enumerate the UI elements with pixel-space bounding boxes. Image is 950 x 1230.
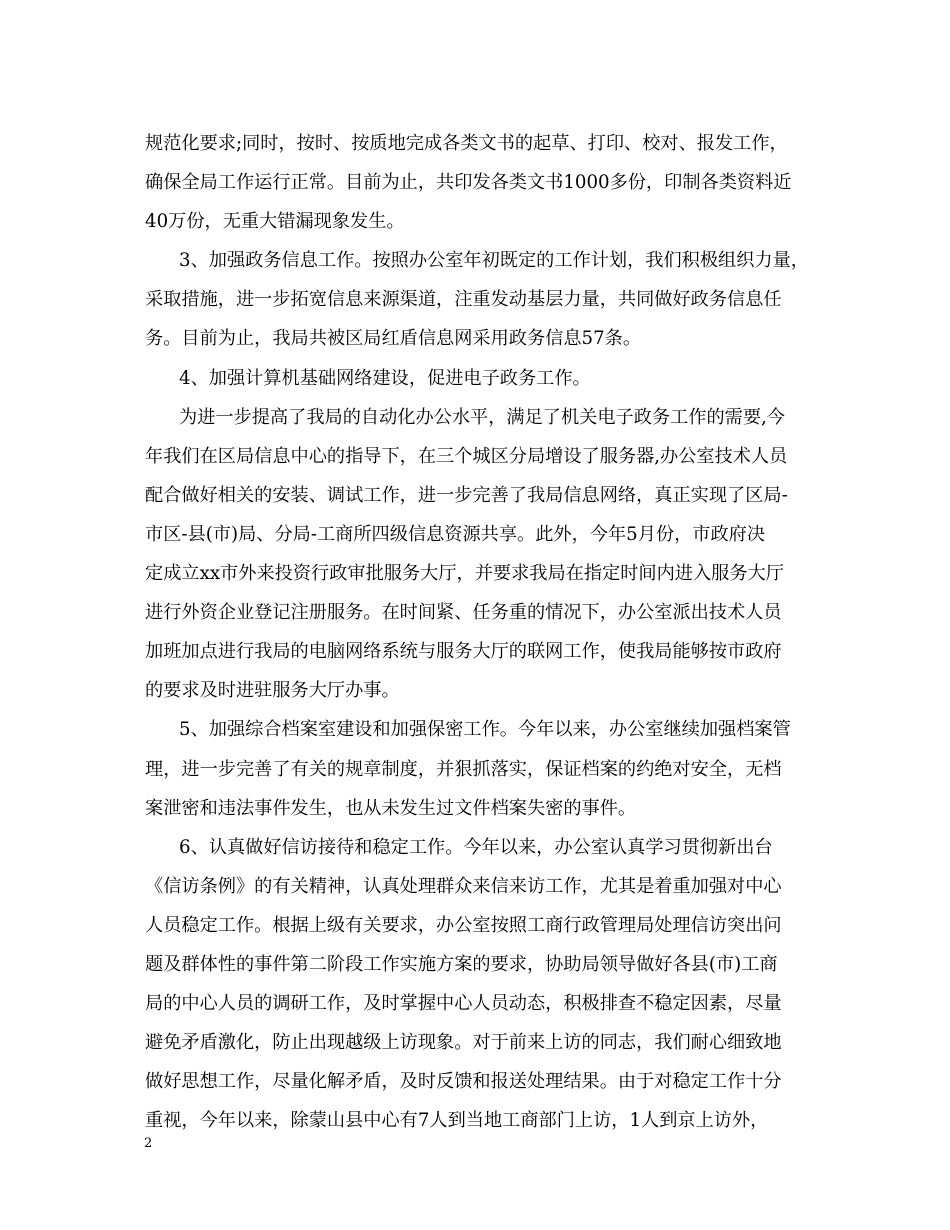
text-line: 题及群体性的事件第二阶段工作实施方案的要求，协助局领导做好各县(市)工商: [145, 953, 778, 975]
text-line: 为进一步提高了我局的自动化办公水平，满足了机关电子政务工作的需要,今: [179, 406, 785, 428]
text-line: 4、加强计算机基础网络建设，促进电子政务工作。: [179, 367, 591, 389]
text-line: 的要求及时进驻服务大厅办事。: [145, 680, 400, 702]
page-number: 2: [144, 1136, 153, 1151]
text-line: 避免矛盾激化，防止出现越级上访现象。对于前来上访的同志，我们耐心细致地: [145, 1032, 782, 1054]
text-line: 5、加强综合档案室建设和加强保密工作。今年以来，办公室继续加强档案管: [179, 719, 791, 741]
text-line: 40万份，无重大错漏现象发生。: [145, 211, 405, 233]
text-line: 市区-县(市)局、分局-工商所四级信息资源共享。此外，今年5月份，市政府决: [145, 523, 766, 545]
text-line: 理，进一步完善了有关的规章制度，并狠抓落实，保证档案的约绝对安全，无档: [145, 758, 782, 780]
text-line: 做好思想工作，尽量化解矛盾，及时反馈和报送处理结果。由于对稳定工作十分: [145, 1071, 782, 1093]
text-line: 3、加强政务信息工作。按照办公室年初既定的工作计划，我们积极组织力量，: [179, 250, 809, 272]
text-line: 定成立xx市外来投资行政审批服务大厅，并要求我局在指定时间内进入服务大厅: [145, 563, 784, 585]
text-line: 采取措施，进一步拓宽信息来源渠道，注重发动基层力量，共同做好政务信息任: [145, 289, 782, 311]
body-text: [145, 124, 835, 1140]
text-line: 人员稳定工作。根据上级有关要求，办公室按照工商行政管理局处理信访突出问: [145, 914, 782, 936]
text-line: 《信访条例》的有关精神，认真处理群众来信来访工作，尤其是着重加强对中心: [145, 875, 782, 897]
text-line: 案泄密和违法事件发生，也从未发生过文件档案失密的事件。: [145, 797, 637, 819]
text-line: 规范化要求;同时，按时、按质地完成各类文书的起草、打印、校对、报发工作，: [145, 133, 788, 154]
text-line: 局的中心人员的调研工作，及时掌握中心人员动态，积极排查不稳定因素，尽量: [145, 993, 782, 1015]
text-line: 配合做好相关的安装、调试工作，进一步完善了我局信息网络，真正实现了区局-: [145, 484, 788, 506]
text-line: 加班加点进行我局的电脑网络系统与服务大厅的联网工作，使我局能够按市政府: [145, 641, 782, 663]
text-line: 进行外资企业登记注册服务。在时间紧、任务重的情况下，办公室派出技术人员: [145, 602, 782, 624]
text-line: 重视，今年以来，除蒙山县中心有7人到当地工商部门上访，1人到京上访外，: [145, 1110, 769, 1132]
text-line: 务。目前为止，我局共被区局红盾信息网采用政务信息57条。: [145, 328, 642, 350]
text-line: 年我们在区局信息中心的指导下，在三个城区分局增设了服务器,办公室技术人员: [145, 445, 788, 467]
text-line: 确保全局工作运行正常。目前为止，共印发各类文书1000多份，印制各类资料近: [145, 172, 792, 194]
text-line: 6、认真做好信访接待和稳定工作。今年以来，办公室认真学习贯彻新出台: [179, 836, 773, 858]
